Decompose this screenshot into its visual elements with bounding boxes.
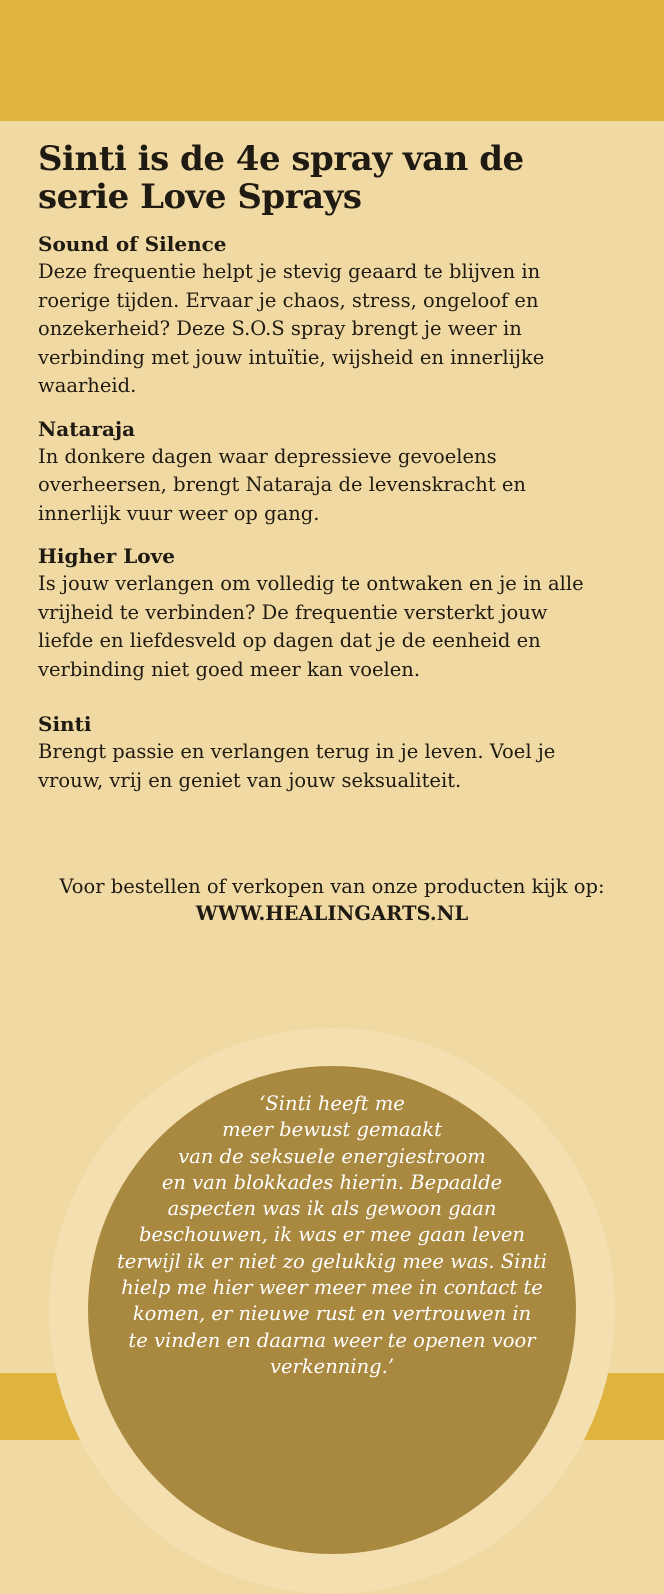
quote-line: verkenning.’	[269, 1354, 395, 1378]
quote-line: ‘Sinti heeft me	[259, 1092, 405, 1115]
quote-line: beschouwen, ik was er mee gaan leven	[139, 1223, 525, 1247]
body-line: Brengt passie en verlangen terug in je leven. Voel je	[38, 740, 556, 763]
order-text: Voor bestellen of verkopen van onze producten kijk op:	[59, 875, 605, 898]
section-nataraja	[38, 415, 628, 529]
order-info	[0, 873, 664, 927]
body-line: Deze frequentie helpt je stevig geaard te blijven in	[38, 260, 541, 283]
body-line: verbinding niet goed meer kan voelen.	[38, 657, 421, 681]
body-line: waarheid.	[38, 374, 137, 397]
section-title: Higher Love	[38, 544, 175, 568]
body-line: verbinding met jouw intuïtie, wijsheid en innerlijke	[38, 345, 545, 369]
body-line: vrouw, vrij en geniet van jouw seksualiteit.	[38, 768, 462, 792]
website-url: WWW.HEALINGARTS.NL	[195, 902, 469, 925]
section-sound-of-silence	[38, 230, 628, 401]
quote-line: aspecten was ik als gewoon gaan	[167, 1197, 497, 1221]
section-higher-love	[38, 542, 628, 684]
quote-line: terwijl ik er niet zo gelukkig mee was. Sinti	[116, 1249, 548, 1273]
section-body	[38, 570, 628, 684]
quote-line: van de seksuele energiestroom	[178, 1144, 486, 1168]
top-color-band	[0, 0, 664, 121]
section-body	[38, 443, 628, 529]
quote-line: komen, er nieuwe rust en vertrouwen in	[132, 1302, 532, 1326]
section-title: Sinti	[38, 712, 92, 736]
section-body	[38, 258, 628, 401]
body-line: onzekerheid? Deze S.O.S spray brengt je weer in	[38, 317, 522, 340]
body-line: Is jouw verlangen om volledig te ontwaken en je in alle	[38, 572, 584, 595]
quote-line: hielp me hier weer meer mee in contact te	[121, 1276, 543, 1300]
body-line: overheersen, brengt Nataraja de levenskracht en	[38, 473, 526, 496]
quote-line: te vinden en daarna weer te openen voor	[128, 1328, 536, 1352]
section-sinti	[38, 710, 628, 795]
body-line: liefde en liefdesveld op dagen dat je de eenheid en	[38, 629, 541, 652]
section-body	[38, 738, 628, 795]
body-line: In donkere dagen waar depressieve gevoelens	[38, 444, 497, 468]
body-line: innerlijk vuur weer op gang.	[38, 501, 320, 525]
quote-line: meer bewust gemaakt	[222, 1118, 442, 1142]
testimonial-quote	[92, 1091, 572, 1380]
body-line: vrijheid te verbinden? De frequentie versterkt jouw	[38, 600, 548, 624]
body-line: roerige tijden. Ervaar je chaos, stress, ongeloof en	[38, 288, 539, 312]
quote-line: en van blokkades hierin. Bepaalde	[161, 1170, 503, 1194]
heading-line-1: Sinti is de 4e spray van de	[38, 139, 524, 179]
heading-line-2: serie Love Sprays	[38, 177, 362, 217]
section-title: Nataraja	[38, 416, 136, 441]
section-title: Sound of Silence	[38, 232, 227, 256]
page-heading	[38, 140, 628, 216]
main-content	[38, 140, 628, 809]
